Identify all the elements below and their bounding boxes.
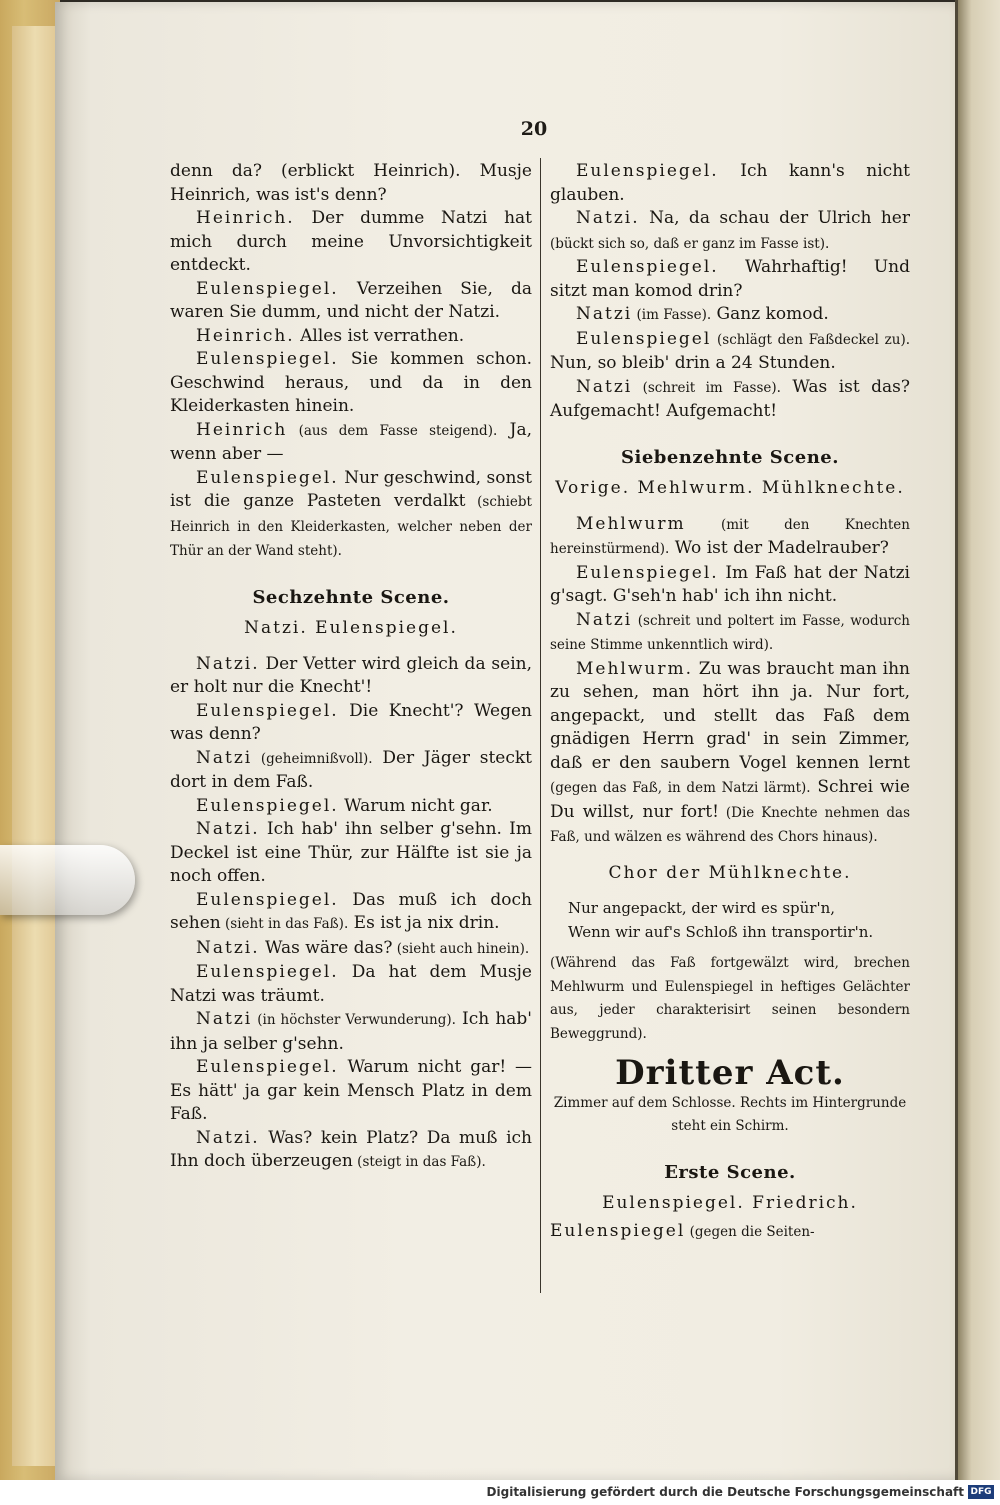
speaker-name: Mehlwurm (576, 513, 686, 534)
stage-direction: (sieht auch hinein). (392, 940, 530, 957)
speaker-name: Eulenspiegel. (196, 795, 339, 816)
act-heading: Dritter Act. (615, 1053, 845, 1093)
page-number: 20 (520, 118, 548, 140)
speech: Verzeihen Sie, da waren Sie dumm, und nicht der Natzi. (170, 278, 532, 322)
chorus-line: Nur angepackt, der wird es spür'n, (568, 899, 836, 917)
stage-direction: (schiebt Heinrich in den Kleiderkasten, welcher neben der Thür an der Wand steht). (170, 494, 532, 559)
chorus-heading: Chor der Mühlknechte. (608, 862, 852, 883)
paragraph (170, 889, 532, 937)
paragraph (170, 700, 532, 747)
stage-direction: (aus dem Fasse steigend). (287, 422, 498, 439)
speaker-name: Eulenspiegel. (196, 962, 339, 982)
chorus-line: Wenn wir auf's Schloß ihn transportir'n. (568, 922, 874, 941)
paragraph (170, 961, 532, 1008)
speech: Im Faß hat der Natzi g'sagt. G'seh'n hab' ich ihn nicht. (550, 562, 910, 606)
paragraph (170, 419, 532, 467)
speaker-name: Eulenspiegel (576, 328, 712, 349)
stage-direction: (schlägt den Faßdeckel zu). (711, 331, 910, 348)
stage-direction: (bückt sich so, daß er ganz im Fasse ist). (550, 235, 830, 252)
stage-direction: (in höchster Verwunderung). (252, 1012, 456, 1028)
scene-heading: Siebenzehnte Scene. (620, 446, 839, 468)
paragraph (170, 1127, 532, 1175)
speaker-name: Natzi. (196, 653, 260, 674)
paragraph (170, 818, 532, 889)
speech: Zu was braucht man ihn zu sehen, man hört ihn ja. Nur fort, angepackt, und stellt das Faß dem gnädigen Herrn grad' in sein Zimmer, daß er den saubern Vogel kennen lernt (550, 658, 910, 773)
footer-bar (0, 1480, 1000, 1505)
stage-direction: (im Fasse). (632, 307, 712, 323)
scene-cast: Eulenspiegel. Friedrich. (602, 1193, 858, 1213)
speaker-name: Natzi (576, 609, 633, 630)
speech: Ja, wenn aber — (170, 419, 532, 464)
stage-direction: (gegen die Seiten- (685, 1223, 815, 1240)
speaker-name: Natzi (576, 376, 633, 397)
speaker-name: Eulenspiegel. (576, 161, 719, 181)
book-right-edge (955, 0, 1000, 1480)
speaker-name: Heinrich. (196, 325, 295, 346)
stage-direction: (steigt in das Faß). (352, 1154, 486, 1170)
paragraph (170, 325, 532, 349)
paragraph (550, 207, 910, 256)
speech: Sie kommen schon. Geschwind heraus, und da in den Kleiderkasten hinein. (170, 349, 532, 416)
paragraph (550, 303, 910, 328)
speech: Was? kein Platz? Da muß ich Ihn doch überzeugen (170, 1127, 532, 1171)
paragraph (170, 348, 532, 419)
paragraph (170, 653, 532, 700)
scene-cast: Natzi. Eulenspiegel. (244, 618, 458, 638)
stage-direction: (gegen das Faß, in dem Natzi lärmt). (550, 780, 811, 796)
paragraph (550, 256, 910, 303)
speaker-name: Eulenspiegel. (196, 700, 339, 721)
speaker-name: Eulenspiegel (550, 1220, 686, 1241)
paragraph (170, 278, 532, 325)
speaker-name: Natzi (196, 1009, 253, 1029)
page-clip (0, 845, 135, 915)
speech: Ich hab' ihn ja selber g'sehn. (170, 1009, 532, 1054)
speech: Der Vetter wird gleich da sein, er holt nur die Knecht'! (170, 653, 532, 697)
speaker-name: Heinrich (196, 419, 288, 440)
stage-direction: (Die Knechte nehmen das Faß, und wälzen es während des Chors hinaus). (550, 804, 911, 845)
paragraph (170, 795, 532, 819)
stage-direction: (Während das Faß fortgewälzt wird, brechen Mehlwurm und Eulenspiegel in heftiges Gelächter aus, jeder charakterisirt seinen besondern Beweggrund). (550, 955, 910, 1042)
speech: Was ist das? Aufgemacht! Aufgemacht! (550, 376, 911, 421)
scene-heading: Erste Scene. (664, 1161, 796, 1183)
speaker-name: Eulenspiegel. (196, 467, 339, 488)
speaker-name: Mehlwurm. (576, 658, 694, 679)
speaker-name: Natzi. (196, 1127, 260, 1148)
speaker-name: Natzi (576, 304, 633, 324)
paragraph (550, 328, 910, 376)
speaker-name: Eulenspiegel. (576, 257, 719, 277)
paragraph (550, 562, 910, 609)
paragraph (550, 513, 910, 562)
paragraph (170, 1056, 532, 1127)
act-setting: Zimmer auf dem Schlosse. Rechts im Hintergrunde steht ein Schirm. (553, 1094, 907, 1134)
paragraph (550, 1220, 910, 1245)
left-column (170, 160, 532, 1175)
speaker-name: Eulenspiegel. (196, 889, 339, 910)
speaker-name: Eulenspiegel. (196, 278, 339, 299)
speech: Was wäre das? (259, 937, 393, 958)
speech: Schrei wie Du willst, nur fort! (550, 777, 910, 822)
paragraph (170, 747, 532, 795)
paragraph (550, 658, 910, 850)
speaker-name: Natzi. (576, 208, 640, 228)
speech: Nun, so bleib' drin a 24 Stunden. (550, 353, 836, 373)
speech: Wo ist der Madelrauber? (669, 538, 889, 558)
paragraph (170, 1008, 532, 1056)
stage-direction: (mit den Knechten hereinstürmend). (550, 516, 910, 557)
speech: Ganz komod. (711, 304, 829, 324)
speech: Die Knecht'? Wegen was denn? (170, 700, 532, 744)
paragraph (550, 160, 910, 207)
book-cover-edge (0, 0, 60, 1480)
right-column (550, 160, 910, 1244)
speaker-name: Natzi. (196, 937, 260, 958)
speaker-name: Natzi. (196, 819, 260, 839)
paragraph: denn da? (erblickt Heinrich). Musje Heinrich, was ist's denn? (170, 161, 532, 205)
speech: Ich hab' ihn selber g'sehn. Im Deckel ist eine Thür, zur Hälfte ist sie ja noch offen. (170, 819, 532, 886)
paragraph (170, 467, 532, 564)
speech: Nur geschwind, sonst ist die ganze Pasteten verdalkt (170, 467, 532, 511)
dfg-logo-icon: DFG (968, 1485, 994, 1499)
speaker-name: Heinrich. (196, 208, 295, 228)
speech: Wahrhaftig! Und sitzt man komod drin? (550, 257, 910, 301)
speech: Alles ist verrathen. (294, 325, 465, 346)
paragraph (550, 376, 910, 424)
stage-direction: (schreit und poltert im Fasse, wodurch seine Stimme unkenntlich wird). (550, 612, 910, 653)
paragraph (170, 937, 532, 962)
paragraph (170, 207, 532, 278)
speech: Warum nicht gar. (338, 795, 493, 816)
speaker-name: Eulenspiegel. (196, 349, 339, 369)
speech: Der dumme Natzi hat mich durch meine Unvorsichtigkeit entdeckt. (170, 208, 532, 275)
speech: Na, da schau der Ulrich her (639, 208, 910, 228)
speech: Es ist ja nix drin. (348, 913, 500, 933)
speech: Ich kann's nicht glauben. (550, 161, 910, 205)
speech: Das muß ich doch sehen (170, 889, 532, 933)
scene-cast: Vorige. Mehlwurm. Mühlknechte. (555, 478, 905, 498)
stage-direction: (schreit im Fasse). (632, 379, 781, 396)
speech: Warum nicht gar! — Es hätt' ja gar kein Mensch Platz in dem Faß. (170, 1057, 532, 1124)
speech: Der Jäger steckt dort in dem Faß. (170, 747, 532, 792)
speaker-name: Eulenspiegel. (576, 562, 719, 583)
paragraph (550, 609, 910, 658)
stage-direction: (sieht in das Faß). (220, 916, 349, 932)
funding-notice: Digitalisierung gefördert durch die Deutsche Forschungsgemeinschaft (486, 1485, 964, 1499)
book-cover-inner (12, 26, 60, 1466)
speaker-name: Natzi (196, 747, 253, 768)
column-divider (540, 158, 541, 1293)
scene-heading: Sechzehnte Scene. (252, 586, 450, 608)
speaker-name: Eulenspiegel. (196, 1057, 339, 1077)
speech: Da hat dem Musje Natzi was träumt. (170, 962, 532, 1006)
stage-direction: (geheimnißvoll). (252, 750, 373, 767)
